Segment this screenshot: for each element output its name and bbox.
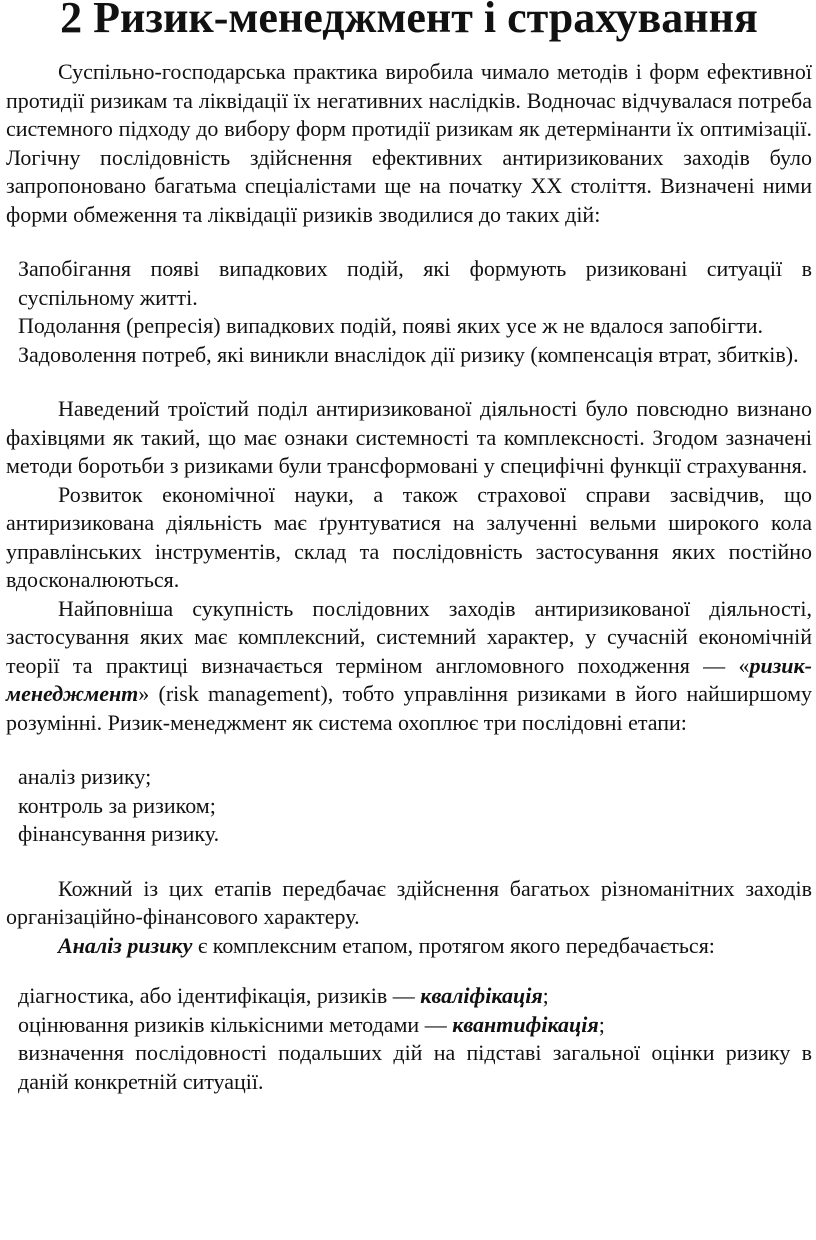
text-run: діагностика, або ідентифікація, ризиків — (18, 983, 421, 1008)
intro-paragraph: Суспільно-господарська практика виробила чимало методів і форм ефективної протидії ризикам та ліквідації їх негативних наслідків. Водночас відчувалася потреба системного підходу до вибору форм протидії ризикам як детермінанти їх оптимізації. Логічну послідовність здійснення ефективних антиризикованих заходів було запропоновано багатьма спеціалістами ще на початку XX століття. Визначені ними форми обмеження та ліквідації ризиків зводилися до таких дій: (6, 59, 812, 227)
term-qualification: кваліфікація (420, 983, 543, 1008)
term-risk-management: ризик-менеджмент (6, 652, 812, 706)
spacer (6, 229, 812, 255)
list-item: Задоволення потреб, які виникли внаслідок дії ризику (компенсація втрат, збитків). (18, 341, 799, 367)
spacer (6, 369, 812, 395)
spacer (6, 737, 812, 763)
list-item: Запобігання появі випадкових подій, які формують ризиковані ситуації в суспільному житті. (18, 256, 812, 310)
paragraph-risk-management (6, 595, 812, 738)
list-item: аналіз ризику; (18, 764, 152, 789)
paragraph-stages: Кожний із цих етапів передбачає здійснення багатьох різноманітних заходів організаційно-фінансового характеру. (6, 875, 812, 929)
paragraph-development: Розвиток економічної науки, а також страхової справи засвідчив, що антиризикована діяльність має ґрунтуватися на залученні вельми широкого кола управлінських інструментів, склад та послідовність застосування яких постійно вдосконалюються. (6, 481, 812, 592)
text-run: ; (542, 983, 549, 1008)
text-run: оцінювання ризиків кількісними методами — (18, 1011, 453, 1037)
list-item: фінансування ризику. (18, 821, 220, 846)
stages-list (6, 763, 812, 849)
spacer (6, 960, 812, 982)
text-run: » (risk management), тобто управління ризиками в його найширшому розумінні. Ризик-менеджмент як система охоплює три послідовні етапи: (6, 681, 812, 735)
term-risk-analysis: Аналіз ризику (58, 932, 193, 958)
text-run: ; (598, 1011, 605, 1037)
analysis-list (6, 982, 812, 1096)
paragraph-triple-division: Наведений троїстий поділ антиризикованої діяльності було повсюдно визнано фахівцями як такий, що має ознаки системності та комплексності. Згодом зазначені методи боротьби з ризиками були трансформовані у специфічні функції страхування. (6, 396, 812, 478)
list-item (18, 1039, 812, 1096)
text-run: є комплексним етапом, протягом якого передбачається: (192, 932, 715, 958)
list-item (18, 1011, 812, 1040)
actions-list (6, 255, 812, 369)
paragraph-risk-analysis (6, 932, 812, 961)
list-item: Подолання (репресія) випадкових подій, появі яких усе ж не вдалося запобігти. (18, 313, 764, 338)
term-quantification: квантифікація (452, 1011, 599, 1037)
text-run: Найповніша сукупність послідовних заходів антиризикованої діяльності, застосування яких має комплексний, системний характер, у сучасній економічній теорії та практиці визначається терміном англомовного походження — « (6, 595, 812, 678)
list-item (18, 982, 812, 1011)
section-title: 2 Ризик-менеджмент і страхування (60, 0, 758, 42)
list-item: контроль за ризиком; (18, 792, 216, 818)
spacer (6, 849, 812, 875)
text-run: визначення послідовності подальших дій на підставі загальної оцінки ризику в даній конкретній ситуації. (18, 1040, 812, 1094)
